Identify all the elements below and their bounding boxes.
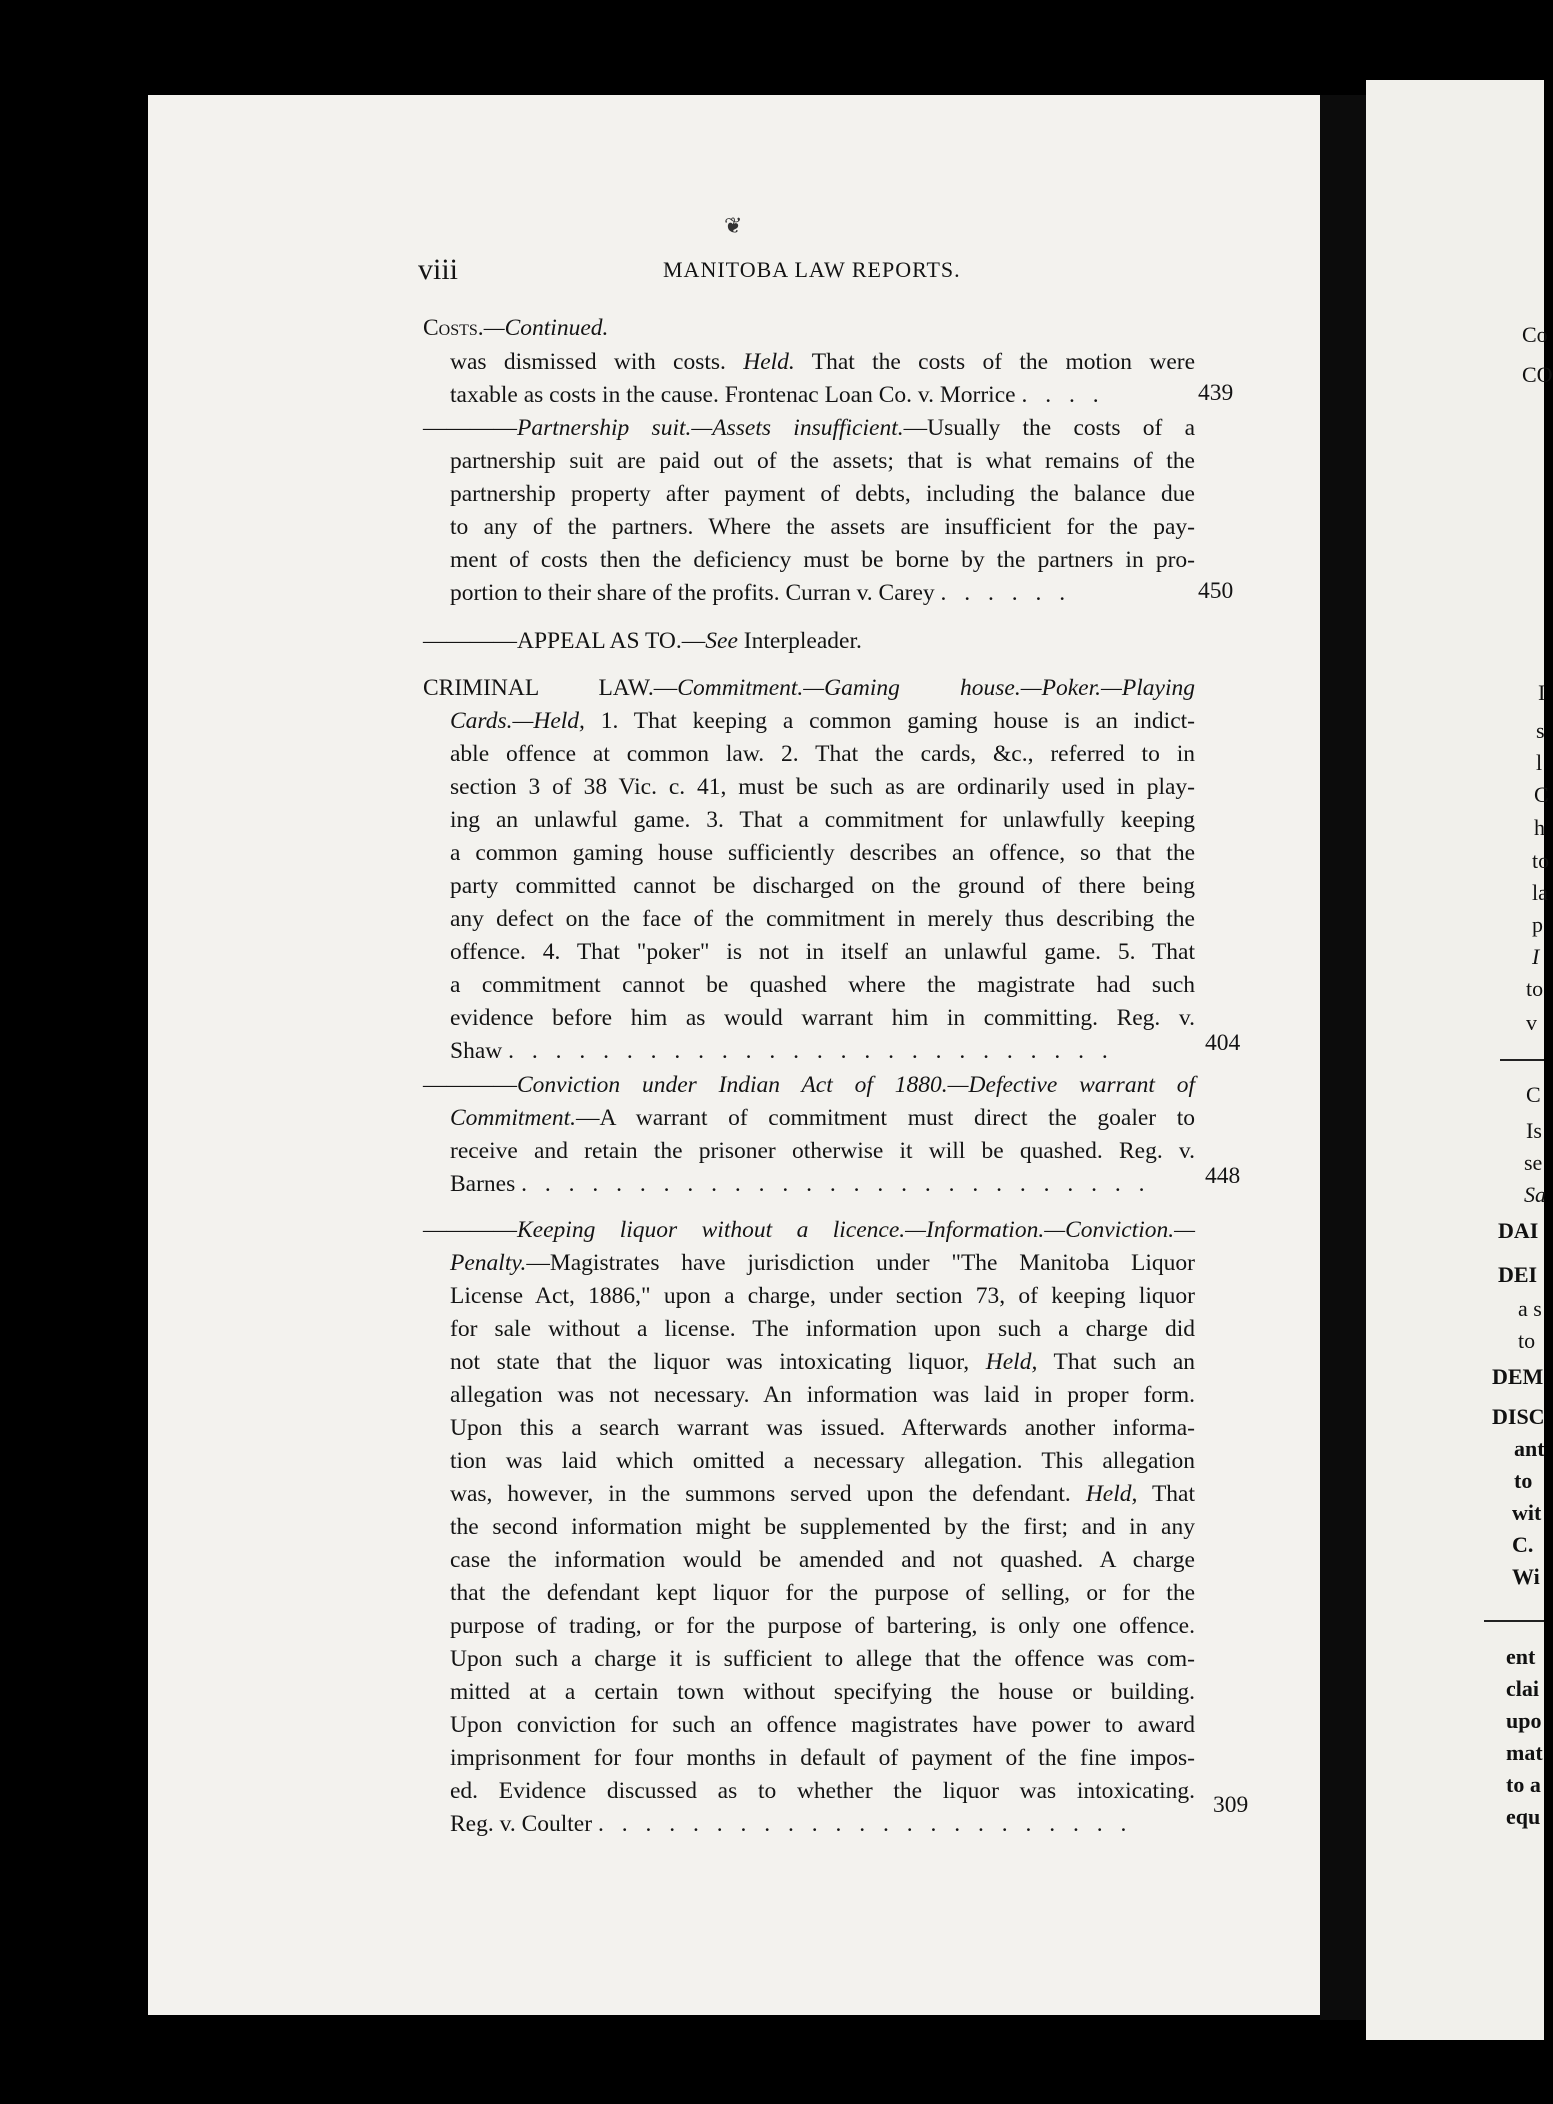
facing-fragment: Co <box>1522 322 1548 347</box>
index-line: case the information would be amended and not quashed. A charge <box>450 1547 1195 1573</box>
index-line: allegation was not necessary. An information was laid in proper form. <box>450 1382 1195 1408</box>
index-line: Barnes . . . . . . . . . . . . . . . . . . . . . . . . . . . <box>450 1171 1151 1197</box>
page-reference: 309 <box>1213 1792 1249 1818</box>
criminal-law-heading: CRIMINAL LAW.—Commitment.—Gaming house.—Poker.—Playing <box>423 675 1195 701</box>
facing-fragment: CO <box>1522 362 1553 387</box>
facing-fragment: a s <box>1518 1296 1542 1321</box>
index-line: was dismissed with costs. Held. That the costs of the motion were <box>450 349 1196 375</box>
index-line: offence. 4. That "poker" is not in itself an unlawful game. 5. That <box>450 939 1195 965</box>
index-line: License Act, 1886," upon a charge, under section 73, of keeping liquor <box>450 1283 1195 1309</box>
index-line: a commitment cannot be quashed where the magistrate had such <box>450 972 1195 998</box>
page-reference: 439 <box>1198 380 1234 406</box>
page-reference: 404 <box>1205 1030 1241 1056</box>
running-title: MANITOBA LAW REPORTS. <box>663 257 961 282</box>
index-subhead: ————Keeping liquor without a licence.—Information.—Conviction.— <box>423 1217 1195 1243</box>
facing-fragment: h <box>1534 815 1545 840</box>
facing-fragment: to a <box>1506 1772 1541 1797</box>
index-line: ing an unlawful game. 3. That a commitment for unlawfully keeping <box>450 807 1195 833</box>
index-line: Cards.—Held, 1. That keeping a common gaming house is an indict- <box>450 708 1195 734</box>
index-line: able offence at common law. 2. That the cards, &c., referred to in <box>450 741 1195 767</box>
costs-heading-label: Costs. <box>423 315 484 341</box>
facing-fragment: DEI <box>1498 1262 1538 1287</box>
facing-fragment: to <box>1514 1468 1533 1493</box>
facing-fragment: se <box>1524 1150 1543 1175</box>
index-line: partnership property after payment of debts, including the balance due <box>450 481 1195 507</box>
index-line: Upon conviction for such an offence magistrates have power to award <box>450 1712 1195 1738</box>
facing-fragment: DAI <box>1498 1218 1539 1243</box>
ornament-mark: ❦ <box>724 213 743 238</box>
index-line: was, however, in the summons served upon the defendant. Held, That <box>450 1481 1196 1507</box>
index-line: mitted at a certain town without specifying the house or building. <box>450 1679 1195 1705</box>
facing-fragment: Is <box>1526 1118 1542 1143</box>
index-line: purpose of trading, or for the purpose of bartering, is only one offence. <box>450 1613 1195 1639</box>
facing-rule <box>1484 1620 1544 1622</box>
index-line: that the defendant kept liquor for the purpose of selling, or for the <box>450 1580 1195 1606</box>
index-line: receive and retain the prisoner otherwise it will be quashed. Reg. v. <box>450 1138 1195 1164</box>
facing-fragment: C. <box>1512 1532 1534 1557</box>
facing-fragment: to <box>1518 1328 1536 1353</box>
facing-fragment: v <box>1526 1010 1537 1035</box>
facing-fragment: p <box>1532 912 1543 937</box>
facing-fragment: Wi <box>1512 1564 1540 1589</box>
facing-fragment: s <box>1536 718 1545 743</box>
index-line: Shaw . . . . . . . . . . . . . . . . . . . . . . . . . . <box>450 1038 1114 1064</box>
index-line: partnership suit are paid out of the assets; that is what remains of the <box>450 448 1195 474</box>
index-line: Commitment.—A warrant of commitment must direct the goaler to <box>450 1105 1195 1131</box>
index-line: any defect on the face of the commitment in merely thus describing the <box>450 906 1195 932</box>
index-line: tion was laid which omitted a necessary allegation. This allegation <box>450 1448 1195 1474</box>
facing-fragment: mat <box>1506 1740 1543 1765</box>
index-line: section 3 of 38 Vic. c. 41, must be such as are ordinarily used in play- <box>450 774 1195 800</box>
facing-rule <box>1500 1059 1544 1061</box>
index-line: Penalty.—Magistrates have jurisdiction under "The Manitoba Liquor <box>450 1250 1195 1276</box>
index-line: portion to their share of the profits. Curran v. Carey . . . . . . <box>450 580 1072 606</box>
facing-fragment: wit <box>1512 1500 1542 1525</box>
facing-fragment: ant <box>1514 1436 1545 1461</box>
facing-fragment: equ <box>1506 1804 1541 1829</box>
index-line: a common gaming house sufficiently describes an offence, so that the <box>450 840 1195 866</box>
index-subhead: ————Partnership suit.—Assets insufficient.—Usually the costs of a <box>423 415 1196 441</box>
facing-fragment: C <box>1534 782 1549 807</box>
index-line: to any of the partners. Where the assets are insufficient for the pay- <box>450 514 1195 540</box>
index-line: Upon this a search warrant was issued. Afterwards another informa- <box>450 1415 1195 1441</box>
continued-label: —Continued. <box>483 315 609 341</box>
facing-fragment: la <box>1532 880 1548 905</box>
facing-fragment: DEM <box>1492 1364 1544 1389</box>
page-reference: 448 <box>1205 1163 1241 1189</box>
index-line: not state that the liquor was intoxicating liquor, Held, That such an <box>450 1349 1196 1375</box>
index-line: taxable as costs in the cause. Frontenac Loan Co. v. Morrice . . . . <box>450 382 1105 408</box>
index-line: ment of costs then the deficiency must be borne by the partners in pro- <box>450 547 1195 573</box>
index-line: party committed cannot be discharged on the ground of there being <box>450 873 1195 899</box>
facing-fragment: upo <box>1506 1708 1542 1733</box>
facing-fragment: I <box>1538 680 1546 705</box>
page-reference: 450 <box>1198 578 1234 604</box>
book-gutter <box>1320 95 1366 2020</box>
facing-fragment: I <box>1532 944 1540 969</box>
page-folio: viii <box>418 253 459 286</box>
index-subhead: ————Conviction under Indian Act of 1880.—Defective warrant of <box>423 1072 1195 1098</box>
index-line: evidence before him as would warrant him in committing. Reg. v. <box>450 1005 1195 1031</box>
index-line: for sale without a license. The information upon such a charge did <box>450 1316 1195 1342</box>
facing-fragment: Sa <box>1524 1182 1546 1207</box>
index-subhead: ————APPEAL AS TO.—See Interpleader. <box>423 628 862 654</box>
index-line: the second information might be supplemented by the first; and in any <box>450 1514 1195 1540</box>
facing-fragment: clai <box>1506 1676 1539 1701</box>
facing-fragment: to <box>1532 848 1550 873</box>
index-line: ed. Evidence discussed as to whether the liquor was intoxicating. <box>450 1778 1195 1804</box>
index-line: Upon such a charge it is sufficient to allege that the offence was com- <box>450 1646 1195 1672</box>
index-line: Reg. v. Coulter . . . . . . . . . . . . . . . . . . . . . . . <box>450 1811 1133 1837</box>
facing-fragment: l <box>1536 750 1543 775</box>
facing-fragment: DISC <box>1492 1404 1545 1429</box>
facing-fragment: to <box>1526 976 1544 1001</box>
costs-heading <box>423 313 608 343</box>
facing-fragment: ent <box>1506 1644 1536 1669</box>
facing-fragment: C <box>1526 1082 1541 1107</box>
index-line: imprisonment for four months in default of payment of the fine impos- <box>450 1745 1195 1771</box>
